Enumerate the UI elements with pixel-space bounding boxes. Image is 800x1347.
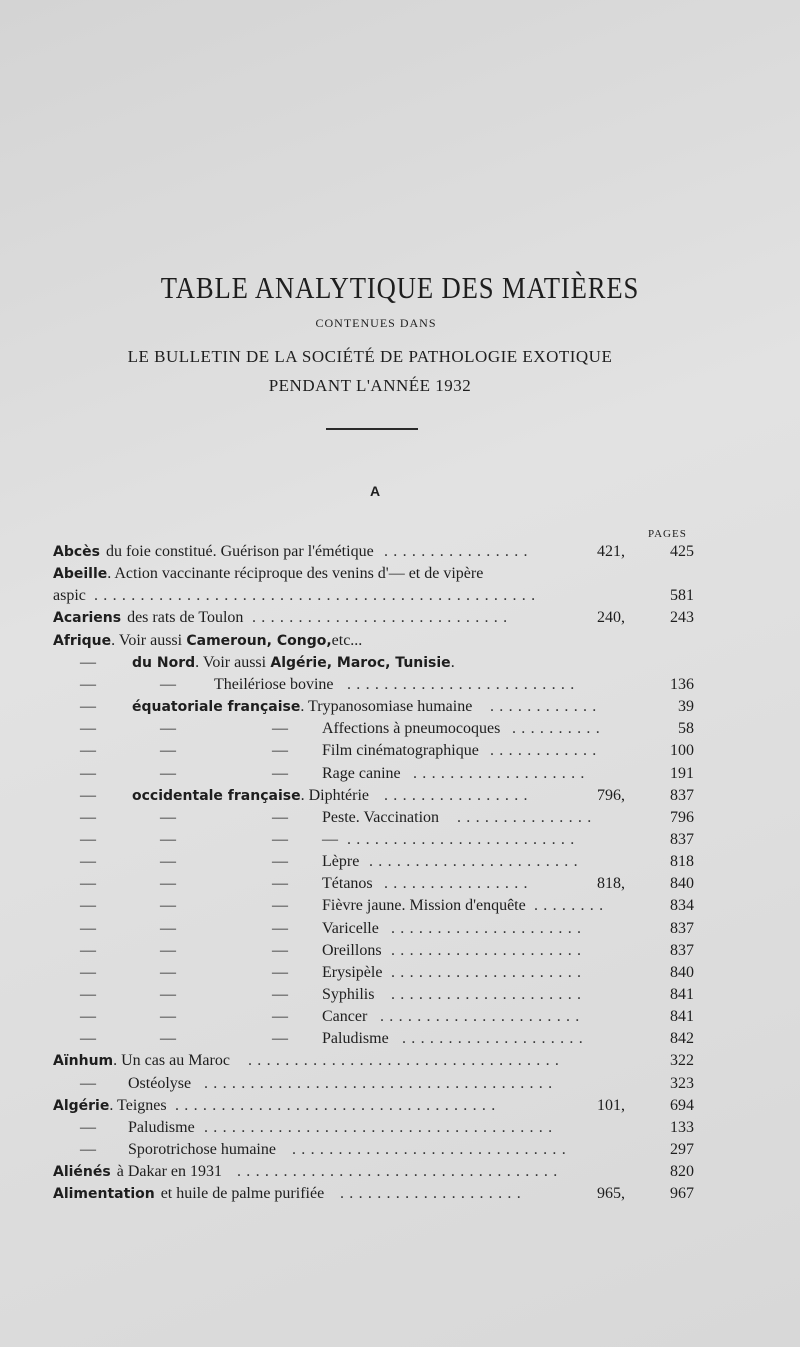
ditto-dash: — — [160, 764, 176, 782]
index-entry — [0, 807, 800, 829]
ditto-dash: — — [272, 1008, 288, 1026]
entry-text: et huile de palme purifiée — [160, 1185, 325, 1203]
entry-text: Erysipèle — [322, 963, 383, 981]
entry-text: . Voir aussi — [111, 631, 183, 649]
ditto-dash: — — [160, 808, 176, 826]
leader-dots: ..................... — [391, 919, 587, 937]
entry-crossref: Cameroun, Congo, — [186, 632, 332, 649]
entry-text: . Diphtérie — [300, 786, 369, 804]
index-entry — [0, 1073, 800, 1095]
entry-text: Paludisme — [322, 1030, 389, 1048]
index-entry — [0, 674, 800, 696]
ditto-dash: — — [272, 853, 288, 871]
entry-text: Sporotrichose humaine — [128, 1141, 276, 1159]
index-entry — [0, 1117, 800, 1139]
subtitle-contenues: CONTENUES DANS — [315, 316, 437, 330]
ditto-dash: — — [80, 919, 96, 937]
ditto-dash: — — [80, 897, 96, 915]
ditto-dash: — — [272, 941, 288, 959]
entry-text-tail: etc... — [331, 631, 363, 649]
entry-heading: Algérie — [53, 1097, 110, 1114]
leader-dots: ......................... — [347, 675, 580, 693]
entry-text: . Un cas au Maroc — [113, 1052, 230, 1070]
ditto-dash: — — [160, 986, 176, 1003]
entry-text: . Teignes — [109, 1096, 167, 1114]
ditto-dash: — — [80, 1074, 96, 1092]
subtitle-bulletin: LE BULLETIN DE LA SOCIÉTÉ DE PATHOLOGIE EXOTIQUE — [127, 347, 613, 366]
page-number: 837 — [670, 786, 694, 804]
ditto-dash: — — [160, 1030, 176, 1048]
title-divider — [326, 428, 418, 430]
leader-dots: ......................... — [347, 830, 580, 848]
page-number: 818, — [597, 875, 625, 893]
entry-crossref: Algérie, Maroc, Tunisie — [270, 654, 451, 671]
index-entry — [0, 1183, 800, 1205]
page-number: 840 — [670, 963, 694, 981]
ditto-dash: — — [160, 1008, 176, 1026]
leader-dots: ...................................... — [204, 1074, 558, 1092]
index-entry — [0, 873, 800, 895]
page-number: 841 — [670, 986, 694, 1003]
leader-dots: ............ — [490, 698, 602, 716]
leader-dots: .................... — [402, 1030, 588, 1048]
entry-heading: Acariens — [53, 610, 122, 627]
entry-text: Varicelle — [322, 919, 379, 937]
leader-dots: ..................... — [391, 963, 587, 981]
page-number: 101, — [597, 1096, 625, 1114]
leader-dots: ................... — [413, 764, 590, 782]
leader-dots: ....................... — [369, 853, 583, 871]
page-number: 837 — [670, 941, 694, 959]
subtitle-year: PENDANT L'ANNÉE 1932 — [268, 376, 472, 395]
page-number: 842 — [670, 1030, 694, 1048]
page-number: 796 — [670, 808, 694, 826]
ditto-dash: — — [80, 1008, 96, 1026]
leader-dots: ........ — [534, 897, 609, 915]
page-number: 421, — [597, 543, 625, 560]
ditto-dash: — — [160, 742, 176, 760]
entry-continuation: aspic — [53, 587, 86, 605]
ditto-dash: — — [80, 786, 96, 804]
entry-heading: Aïnhum — [53, 1053, 114, 1070]
ditto-dash: — — [80, 941, 96, 959]
entry-text: . Trypanosomiase humaine — [300, 698, 473, 716]
ditto-dash: — — [80, 675, 96, 693]
index-entry — [0, 1006, 800, 1028]
leader-dots: .................... — [340, 1185, 526, 1203]
index-entry — [0, 1028, 800, 1050]
page-number: 136 — [670, 675, 694, 693]
ditto-dash: — — [80, 720, 96, 738]
leader-dots: ..................... — [391, 941, 587, 959]
ditto-dash: — — [272, 720, 288, 738]
index-entry — [0, 962, 800, 984]
leader-dots: ............ — [490, 742, 602, 760]
page-number: 100 — [670, 742, 694, 760]
leader-dots: ................................... — [237, 1163, 563, 1181]
entry-text: Cancer — [322, 1008, 368, 1026]
page-number: 818 — [670, 853, 694, 871]
entry-text-tail: . — [450, 653, 455, 671]
ditto-dash: — — [160, 675, 176, 693]
ditto-dash: — — [80, 742, 96, 760]
page-number: 297 — [670, 1141, 694, 1159]
ditto-dash: — — [160, 875, 176, 893]
page-title: TABLE ANALYTIQUE DES MATIÈRES — [160, 270, 640, 305]
page-number: 39 — [678, 698, 694, 716]
entry-heading: Afrique — [53, 632, 112, 649]
section-letter: A — [370, 483, 381, 499]
ditto-dash: — — [160, 720, 176, 738]
index-entry — [0, 718, 800, 740]
entry-heading: Alimentation — [53, 1186, 155, 1203]
ditto-dash: — — [80, 764, 96, 782]
ditto-dash: — — [80, 698, 96, 716]
ditto-dash: — — [160, 853, 176, 871]
index-entry — [0, 984, 800, 1006]
pages-column-header: PAGES — [648, 528, 687, 540]
entry-text: Syphilis — [322, 986, 375, 1003]
leader-dots: .............................. — [292, 1141, 571, 1159]
leader-dots: ................ — [384, 786, 533, 804]
entry-text: Oreillons — [322, 941, 382, 959]
leader-dots: .......... — [512, 720, 605, 738]
ditto-dash: — — [80, 875, 96, 893]
entry-text: . Action vaccinante réciproque des venins d'— et de vipère — [107, 565, 484, 583]
entry-heading: Abcès — [53, 544, 100, 560]
ditto-dash: — — [272, 808, 288, 826]
ditto-dash: — — [160, 963, 176, 981]
ditto-dash: — — [80, 1030, 96, 1048]
ditto-dash: — — [160, 941, 176, 959]
page-number: 796, — [597, 786, 625, 804]
index-entry — [0, 585, 800, 607]
page-number: 243 — [670, 609, 694, 627]
entry-text: — — [322, 830, 338, 848]
page-number: 322 — [670, 1052, 694, 1070]
entry-text: Paludisme — [128, 1118, 195, 1136]
index-entry — [0, 829, 800, 851]
index-entry — [0, 940, 800, 962]
index-entry — [0, 785, 800, 807]
entry-text: Tétanos — [322, 875, 373, 893]
ditto-dash: — — [272, 742, 288, 760]
entry-text: des rats de Toulon — [127, 609, 244, 627]
index-entry — [0, 1050, 800, 1072]
entry-text: Fièvre jaune. Mission d'enquête — [322, 897, 526, 915]
entry-text: Ostéolyse — [128, 1074, 192, 1092]
page-number: 840 — [670, 875, 694, 893]
entry-subheading: occidentale française — [132, 787, 301, 804]
entry-heading: Abeille — [53, 566, 108, 583]
index-entry — [0, 895, 800, 917]
ditto-dash: — — [80, 1118, 96, 1136]
ditto-dash: — — [272, 919, 288, 937]
index-entry — [0, 1139, 800, 1161]
entry-text: Affections à pneumocoques — [322, 720, 501, 738]
leader-dots: ................................................ — [94, 587, 541, 605]
ditto-dash: — — [80, 986, 96, 1003]
entry-heading: Aliénés — [53, 1164, 111, 1181]
page-number: 820 — [670, 1163, 694, 1181]
ditto-dash: — — [80, 808, 96, 826]
ditto-dash: — — [80, 963, 96, 981]
leader-dots: ............................ — [252, 609, 513, 627]
page-number: 837 — [670, 830, 694, 848]
page-number: 191 — [670, 764, 694, 782]
index-entry — [0, 1161, 800, 1183]
ditto-dash: — — [160, 919, 176, 937]
index-entry — [0, 740, 800, 762]
page-number: 834 — [670, 897, 694, 915]
page-number: 965, — [597, 1185, 625, 1203]
page-number: 837 — [670, 919, 694, 937]
index-entry — [0, 851, 800, 873]
index-entry — [0, 563, 800, 585]
page-number: 967 — [670, 1185, 694, 1203]
leader-dots: ................ — [384, 875, 533, 893]
index-entry — [0, 1095, 800, 1117]
ditto-dash: — — [80, 853, 96, 871]
leader-dots: ................ — [384, 543, 533, 560]
index-entry — [0, 652, 800, 674]
ditto-dash: — — [272, 897, 288, 915]
ditto-dash: — — [80, 653, 96, 671]
index-entry — [0, 607, 800, 629]
leader-dots: ...................... — [380, 1008, 585, 1026]
ditto-dash: — — [272, 764, 288, 782]
page-number: 133 — [670, 1118, 694, 1136]
leader-dots: ...................................... — [204, 1118, 558, 1136]
leader-dots: ..................... — [391, 986, 587, 1003]
entry-subheading: équatoriale française — [132, 699, 301, 716]
ditto-dash: — — [272, 986, 288, 1003]
ditto-dash: — — [272, 1030, 288, 1048]
ditto-dash: — — [160, 897, 176, 915]
entry-text: Film cinématographique — [322, 742, 479, 760]
entry-text: Theilériose bovine — [214, 675, 334, 693]
page-number: 581 — [670, 587, 694, 605]
leader-dots: ............... — [457, 808, 597, 826]
page-number: 841 — [670, 1008, 694, 1026]
page-number: 240, — [597, 609, 625, 627]
ditto-dash: — — [272, 963, 288, 981]
entry-text: à Dakar en 1931 — [116, 1163, 223, 1181]
page-number: 425 — [670, 543, 694, 560]
index-entry — [0, 763, 800, 785]
entry-subheading: du Nord — [132, 654, 196, 671]
ditto-dash: — — [272, 875, 288, 893]
index-entry — [0, 541, 800, 563]
entry-text: . Voir aussi — [195, 653, 267, 671]
ditto-dash: — — [80, 830, 96, 848]
page-number: 323 — [670, 1074, 694, 1092]
index-entry — [0, 696, 800, 718]
entry-text: Peste. Vaccination — [322, 808, 440, 826]
entry-text: Lèpre — [322, 853, 360, 871]
ditto-dash: — — [272, 830, 288, 848]
ditto-dash: — — [80, 1141, 96, 1159]
page-number: 58 — [678, 720, 694, 738]
ditto-dash: — — [160, 830, 176, 848]
index-entry — [0, 918, 800, 940]
entry-text: du foie constitué. Guérison par l'émétique — [105, 543, 374, 560]
index-entry — [0, 630, 800, 652]
leader-dots: .................................. — [248, 1052, 565, 1070]
leader-dots: ................................... — [175, 1096, 501, 1114]
entry-text: Rage canine — [322, 764, 401, 782]
page-number: 694 — [670, 1096, 694, 1114]
